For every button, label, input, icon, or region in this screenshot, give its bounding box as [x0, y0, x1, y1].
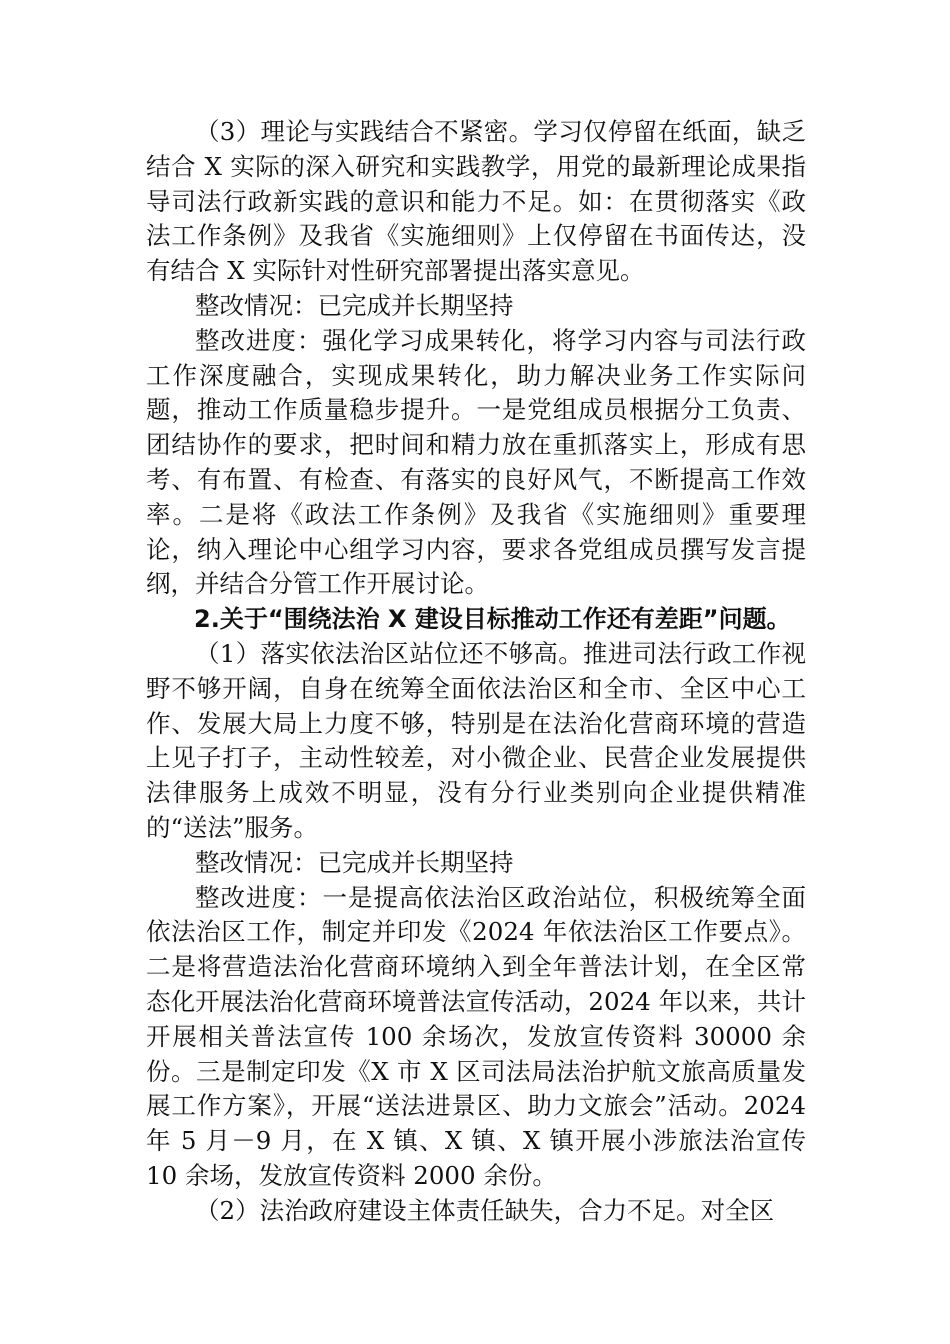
section-heading-2: 2.关于“围绕法治 X 建设目标推动工作还有差距”问题。 — [194, 605, 791, 634]
paragraph-rectification-status: 整改情况：已完成并长期坚持 — [195, 290, 514, 320]
document-body — [146, 115, 806, 1229]
paragraph-rectification-progress: 整改进度：强化学习成果转化，将学习内容与司法行政工作深度融合，实现成果转化，助力解决业务工作实际问题，推动工作质量稳步提升。一是党组成员根据分工负责、团结协作的要求，把时间和精力放在重抓落实上，形成有思考、有布置、有检查、有落实的良好风气，不断提高工作效率。二是将《政法工作条例》及我省《实施细则》重要理论，纳入理论中心组学习内容，要求各党组成员撰写发言提纲，并结合分管工作开展讨论。 — [146, 325, 806, 599]
paragraph-rule-of-law-standing: （1）落实依法治区站位还不够高。推进司法行政工作视野不够开阔，自身在统筹全面依法治区和全市、全区中心工作、发展大局上力度不够，特别是在法治化营商环境的营造上见子打子，主动性较差，对小微企业、民营企业发展提供法律服务上成效不明显，没有分行业类别向企业提供精准的“送法”服务。 — [146, 638, 806, 842]
paragraph-theory-practice: （3）理论与实践结合不紧密。学习仅停留在纸面，缺乏结合 X 实际的深入研究和实践教学，用党的最新理论成果指导司法行政新实践的意识和能力不足。如：在贯彻落实《政法工作条例》及我省《实施细则》上仅停留在书面传达，没有结合 X 实际针对性研究部署提出落实意见。 — [146, 117, 806, 286]
paragraph-rectification-progress: 整改进度：一是提高依法治区政治站位，积极统筹全面依法治区工作，制定并印发《2024 年依法治区工作要点》。二是将营造法治化营商环境纳入到全年普法计划，在全区常态化开展法治化营商环境普法宣传活动，2024 年以来，共计开展相关普法宣传 100 余场次，发放宣传资料 30000 余份。三是制定印发《X 市 X 区司法局法治护航文旅高质量发展工作方案》，开展“送法进景区、助力文旅会”活动。2024 年 5 月－9 月，在 X 镇、X 镇、X 镇开展小涉旅法治宣传 10 余场，发放宣传资料 2000 余份。 — [146, 882, 806, 1190]
paragraph-government-responsibility: （2）法治政府建设主体责任缺失，合力不足。对全区 — [195, 1195, 775, 1225]
paragraph-rectification-status: 整改情况：已完成并长期坚持 — [195, 847, 514, 877]
